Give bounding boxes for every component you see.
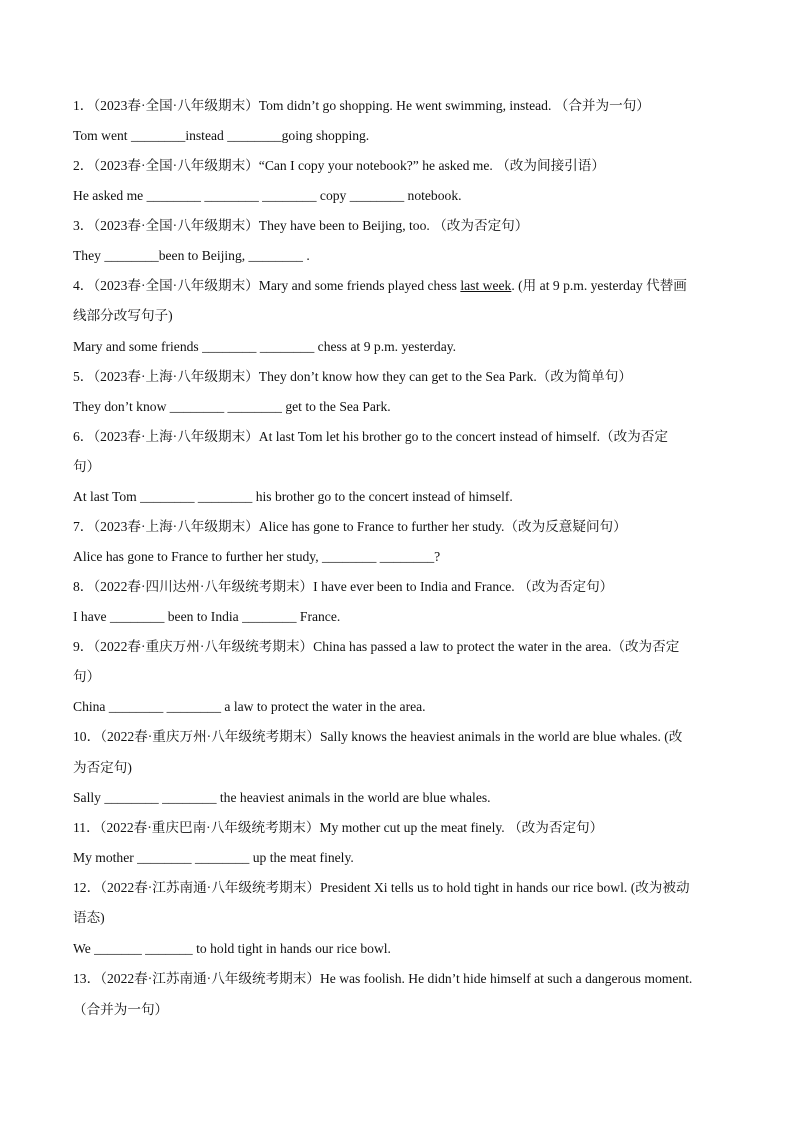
question-prompt: They have been to Beijing, too. （改为否定句） — [258, 218, 529, 233]
question-12-continuation: 语态) — [73, 910, 105, 925]
question-prompt: He was foolish. He didn’t hide himself at such a dangerous moment. — [319, 971, 693, 986]
answer-line-10: Sally ________ ________ the heaviest animals in the world are blue whales. — [73, 790, 491, 805]
question-number: 9． — [73, 639, 94, 654]
question-6-continuation: 句） — [73, 459, 101, 474]
question-number: 10． — [73, 729, 101, 744]
question-number: 5． — [73, 369, 94, 384]
question-prompt: My mother cut up the meat finely. （改为否定句） — [319, 820, 604, 835]
question-6 — [73, 428, 733, 446]
question-11 — [73, 819, 733, 837]
answer-line-11: My mother ________ ________ up the meat finely. — [73, 850, 354, 865]
question-source: （2022春·江苏南通·八年级统考期末） — [100, 880, 320, 895]
answer-line-5: They don’t know ________ ________ get to the Sea Park. — [73, 399, 391, 414]
question-source: （2023春·上海·八年级期末） — [93, 369, 259, 384]
answer-line-6: At last Tom ________ ________ his brother go to the concert instead of himself. — [73, 489, 513, 504]
question-source: （2023春·全国·八年级期末） — [93, 158, 259, 173]
answer-line-2: He asked me ________ ________ ________ copy ________ notebook. — [73, 188, 462, 203]
question-2 — [73, 157, 733, 175]
question-number: 2． — [73, 158, 94, 173]
question-prompt: President Xi tells us to hold tight in hands our rice bowl. (改为被动 — [319, 880, 690, 895]
question-source: （2022春·江苏南通·八年级统考期末） — [100, 971, 320, 986]
question-7 — [73, 518, 733, 536]
question-9 — [73, 638, 733, 656]
question-source: （2022春·重庆万州·八年级统考期末） — [100, 729, 320, 744]
question-9-continuation: 句） — [73, 669, 101, 684]
question-prompt: Sally knows the heaviest animals in the world are blue whales. (改 — [319, 729, 683, 744]
question-5 — [73, 368, 733, 386]
question-source: （2023春·上海·八年级期末） — [93, 519, 259, 534]
question-number: 3． — [73, 218, 94, 233]
question-number: 13． — [73, 971, 101, 986]
question-number: 1． — [73, 98, 94, 113]
answer-line-3: They ________been to Beijing, ________ . — [73, 248, 310, 263]
question-number: 11． — [73, 820, 100, 835]
question-number: 6． — [73, 429, 94, 444]
question-source: （2022春·重庆万州·八年级统考期末） — [93, 639, 314, 654]
question-prompt: At last Tom let his brother go to the concert instead of himself.（改为否定 — [258, 429, 668, 444]
question-source: （2023春·全国·八年级期末） — [93, 98, 259, 113]
question-number: 7． — [73, 519, 94, 534]
question-4-continuation: 线部分改写句子) — [73, 308, 173, 323]
question-4 — [73, 277, 733, 295]
question-prompt: I have ever been to India and France. （改为否定句） — [313, 579, 614, 594]
question-prompt: They don’t know how they can get to the Sea Park.（改为简单句） — [258, 369, 632, 384]
question-12 — [73, 879, 733, 897]
question-prompt: Mary and some friends played chess — [258, 278, 461, 293]
question-prompt: Alice has gone to France to further her study.（改为反意疑问句） — [258, 519, 627, 534]
answer-line-1: Tom went ________instead ________going shopping. — [73, 128, 370, 143]
question-13-continuation: （合并为一句） — [73, 1002, 169, 1017]
question-source: （2023春·全国·八年级期末） — [93, 218, 259, 233]
question-prompt: Tom didn’t go shopping. He went swimming, instead. （合并为一句） — [258, 98, 650, 113]
answer-line-12: We _______ _______ to hold tight in hands our rice bowl. — [73, 941, 391, 956]
question-source: （2022春·重庆巴南·八年级统考期末） — [99, 820, 320, 835]
question-source: （2022春·四川达州·八年级统考期末） — [93, 579, 314, 594]
question-13 — [73, 970, 733, 988]
underlined-phrase: last week — [460, 278, 512, 293]
question-10 — [73, 728, 733, 746]
question-1 — [73, 97, 733, 115]
question-number: 12． — [73, 880, 101, 895]
question-10-continuation: 为否定句) — [73, 760, 132, 775]
question-number: 4． — [73, 278, 94, 293]
question-3 — [73, 217, 733, 235]
question-source: （2023春·上海·八年级期末） — [93, 429, 259, 444]
question-prompt-tail: . (用 at 9 p.m. yesterday 代替画 — [511, 278, 687, 293]
answer-line-7: Alice has gone to France to further her study, ________ ________? — [73, 549, 441, 564]
question-number: 8． — [73, 579, 94, 594]
question-8 — [73, 578, 733, 596]
answer-line-4: Mary and some friends ________ ________ chess at 9 p.m. yesterday. — [73, 339, 457, 354]
answer-line-8: I have ________ been to India ________ France. — [73, 609, 341, 624]
question-prompt: “Can I copy your notebook?” he asked me. （改为间接引语） — [258, 158, 605, 173]
question-prompt: China has passed a law to protect the water in the area.（改为否定 — [313, 639, 680, 654]
question-source: （2023春·全国·八年级期末） — [93, 278, 259, 293]
answer-line-9: China ________ ________ a law to protect the water in the area. — [73, 699, 426, 714]
